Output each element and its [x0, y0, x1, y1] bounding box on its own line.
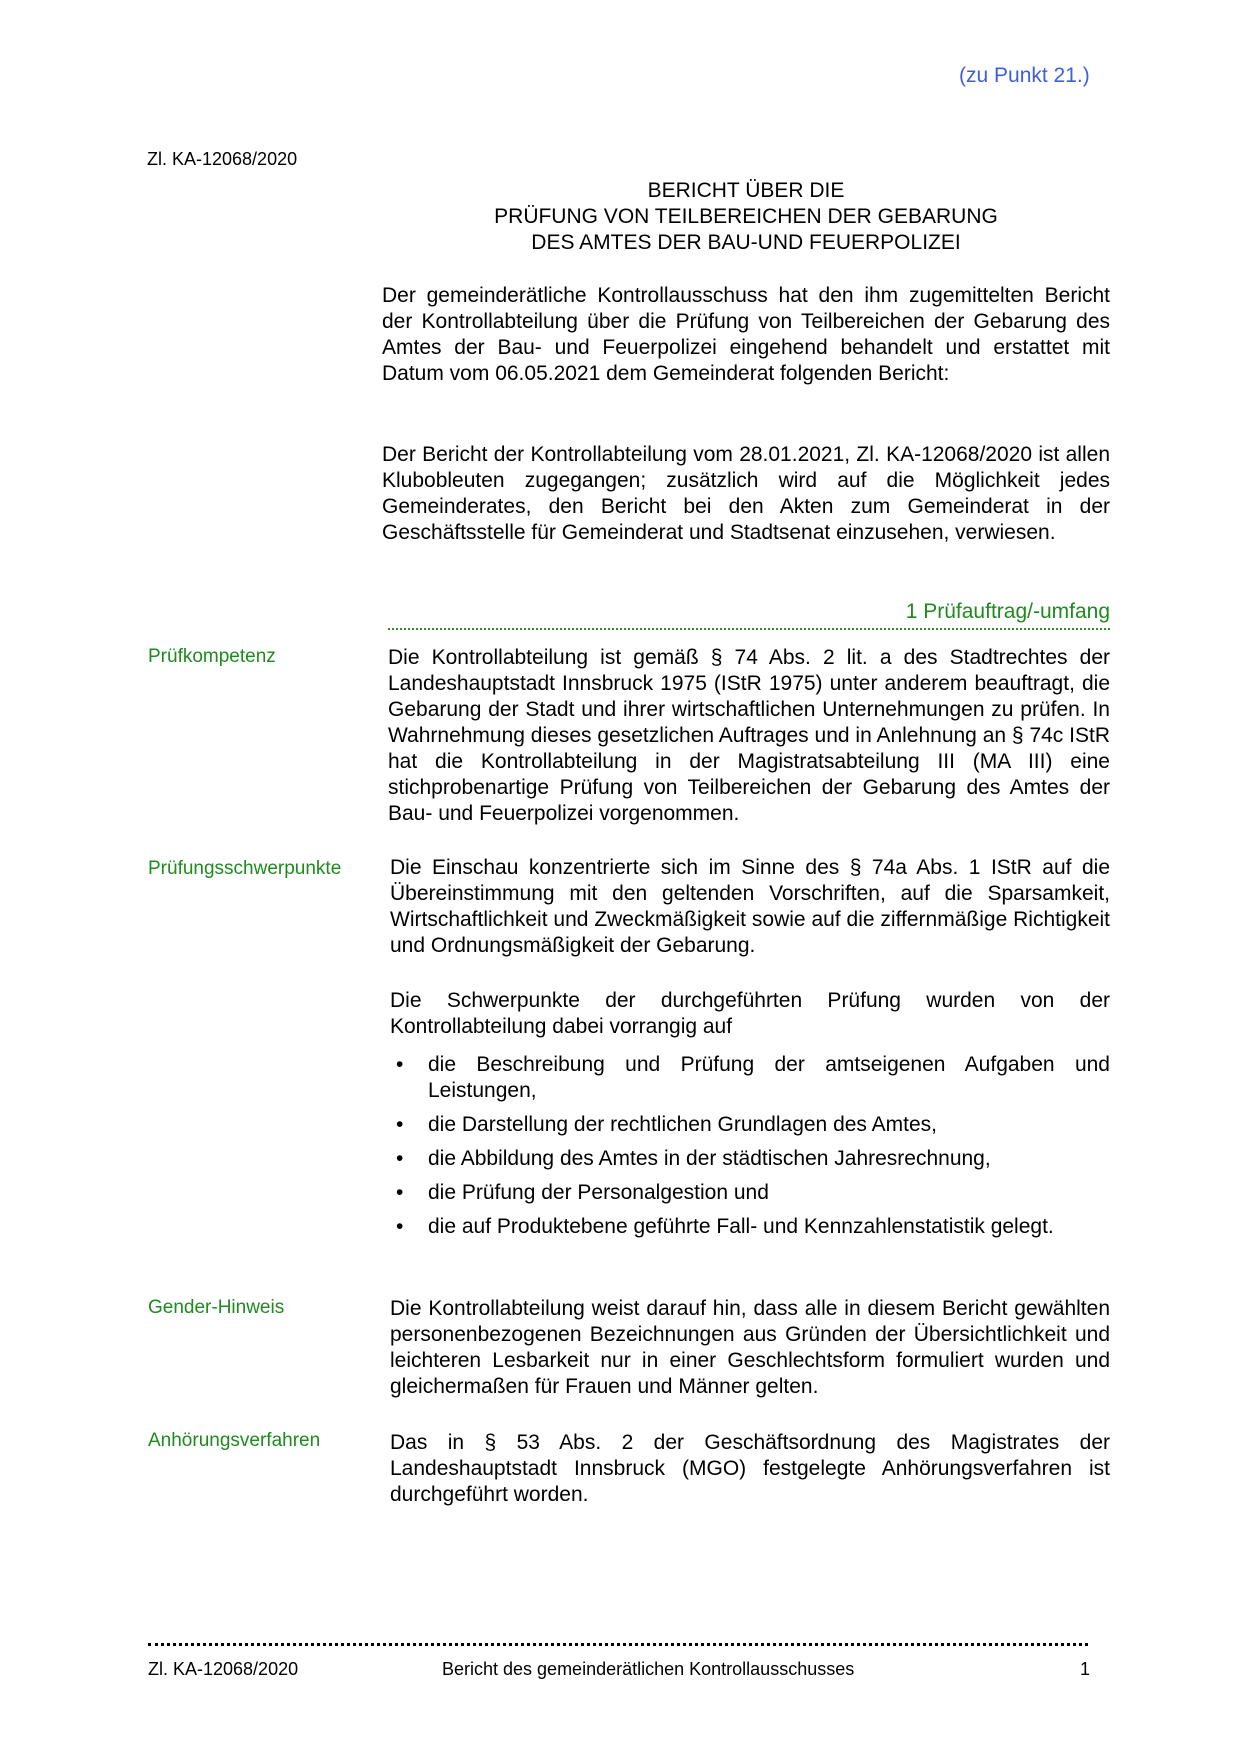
intro-paragraph-1: Der gemeinderätliche Kontrollausschuss hat den ihm zugemittelten Bericht der Kontrollabteilung über die Prüfung von Teilbereichen der Gebarung des Amtes der Bau- und Feuerpolizei eingehend behandelt und erstattet mit Datum vom 06.05.2021 dem Gemeinderat folgenden Bericht:	[382, 284, 1110, 385]
bullet-icon: •	[396, 1053, 404, 1076]
bullet-icon: •	[396, 1113, 404, 1136]
paragraph-pruefkompetenz: Die Kontrollabteilung ist gemäß § 74 Abs. 2 lit. a des Stadtrechtes der Landeshauptstadt Innsbruck 1975 (IStR 1975) unter anderem beauftragt, die Gebarung der Stadt und ihrer wirtschaftlichen Unternehmungen zu prüfen. In Wahrnehmung dieses gesetzlichen Auftrages und in Anlehnung an § 74c IStR hat die Kontrollabteilung in der Magistratsabteilung III (MA III) eine stichprobenartige Prüfung von Teilbereichen der Gebarung des Amtes der Bau- und Feuerpolizei vorgenommen.	[388, 646, 1110, 825]
margin-label-gender-hinweis: Gender-Hinweis	[148, 1297, 285, 1318]
footer-title: Bericht des gemeinderätlichen Kontrollausschusses	[442, 1659, 855, 1679]
margin-label-anhoerungsverfahren: Anhörungsverfahren	[148, 1430, 321, 1451]
list-item: • die Beschreibung und Prüfung der amtseigenen Aufgaben und Leistungen,	[396, 1053, 1110, 1102]
page-number: 1	[1080, 1659, 1091, 1679]
paragraph-anhoerungsverfahren: Das in § 53 Abs. 2 der Geschäftsordnung des Magistrates der Landeshauptstadt Innsbruck (MGO) festgelegte Anhörungsverfahren ist durchgeführt worden.	[390, 1431, 1110, 1506]
bullet-icon: •	[396, 1147, 404, 1170]
intro-paragraph-2: Der Bericht der Kontrollabteilung vom 28.01.2021, Zl. KA-12068/2020 ist allen Klubobleuten zugegangen; zusätzlich wird auf die Möglichkeit jedes Gemeinderates, den Bericht bei den Akten zum Gemeinderat in der Geschäftsstelle für Gemeinderat und Stadtsenat einzusehen, verwiesen.	[382, 443, 1110, 544]
list-item: • die Prüfung der Personalgestion und	[396, 1181, 769, 1204]
paragraph-schwerpunkte-intro: Die Schwerpunkte der durchgeführten Prüfung wurden von der Kontrollabteilung dabei vorrangig auf	[390, 989, 1110, 1038]
section-heading: 1 Prüfauftrag/-umfang	[905, 600, 1110, 623]
file-number: Zl. KA-12068/2020	[147, 149, 298, 169]
margin-label-pruefkompetenz: Prüfkompetenz	[148, 646, 276, 667]
list-item: • die Abbildung des Amtes in der städtischen Jahresrechnung,	[396, 1147, 991, 1170]
paragraph-gender-hinweis: Die Kontrollabteilung weist darauf hin, dass alle in diesem Bericht gewählten personenbezogenen Bezeichnungen aus Gründen der Übersichtlichkeit und leichteren Lesbarkeit nur in einer Geschlechtsform formuliert wurden und gleichermaßen für Frauen und Männer gelten.	[390, 1297, 1110, 1398]
section-divider	[388, 628, 1110, 630]
list-item: • die auf Produktebene geführte Fall- und Kennzahlenstatistik gelegt.	[396, 1215, 1054, 1238]
paragraph-pruefungsschwerpunkte: Die Einschau konzentrierte sich im Sinne des § 74a Abs. 1 IStR auf die Übereinstimmung mit den geltenden Vorschriften, auf die Sparsamkeit, Wirtschaftlichkeit und Zweckmäßigkeit sowie auf die ziffernmäßige Richtigkeit und Ordnungsmäßigkeit der Gebarung.	[390, 856, 1110, 957]
footer-divider	[148, 1643, 1088, 1646]
title-line-1: BERICHT ÜBER DIE	[647, 179, 845, 202]
document-title	[380, 178, 1112, 256]
title-line-3: DES AMTES DER BAU-UND FEUERPOLIZEI	[531, 231, 961, 254]
focus-list	[390, 1052, 1110, 1248]
bullet-icon: •	[396, 1215, 404, 1238]
margin-label-pruefungsschwerpunkte: Prüfungsschwerpunkte	[148, 858, 342, 879]
bullet-icon: •	[396, 1181, 404, 1204]
footer-file-number: Zl. KA-12068/2020	[148, 1659, 299, 1679]
list-item: • die Darstellung der rechtlichen Grundlagen des Amtes,	[396, 1113, 937, 1136]
reference-note: (zu Punkt 21.)	[959, 64, 1090, 87]
title-line-2: PRÜFUNG VON TEILBEREICHEN DER GEBARUNG	[494, 205, 998, 228]
